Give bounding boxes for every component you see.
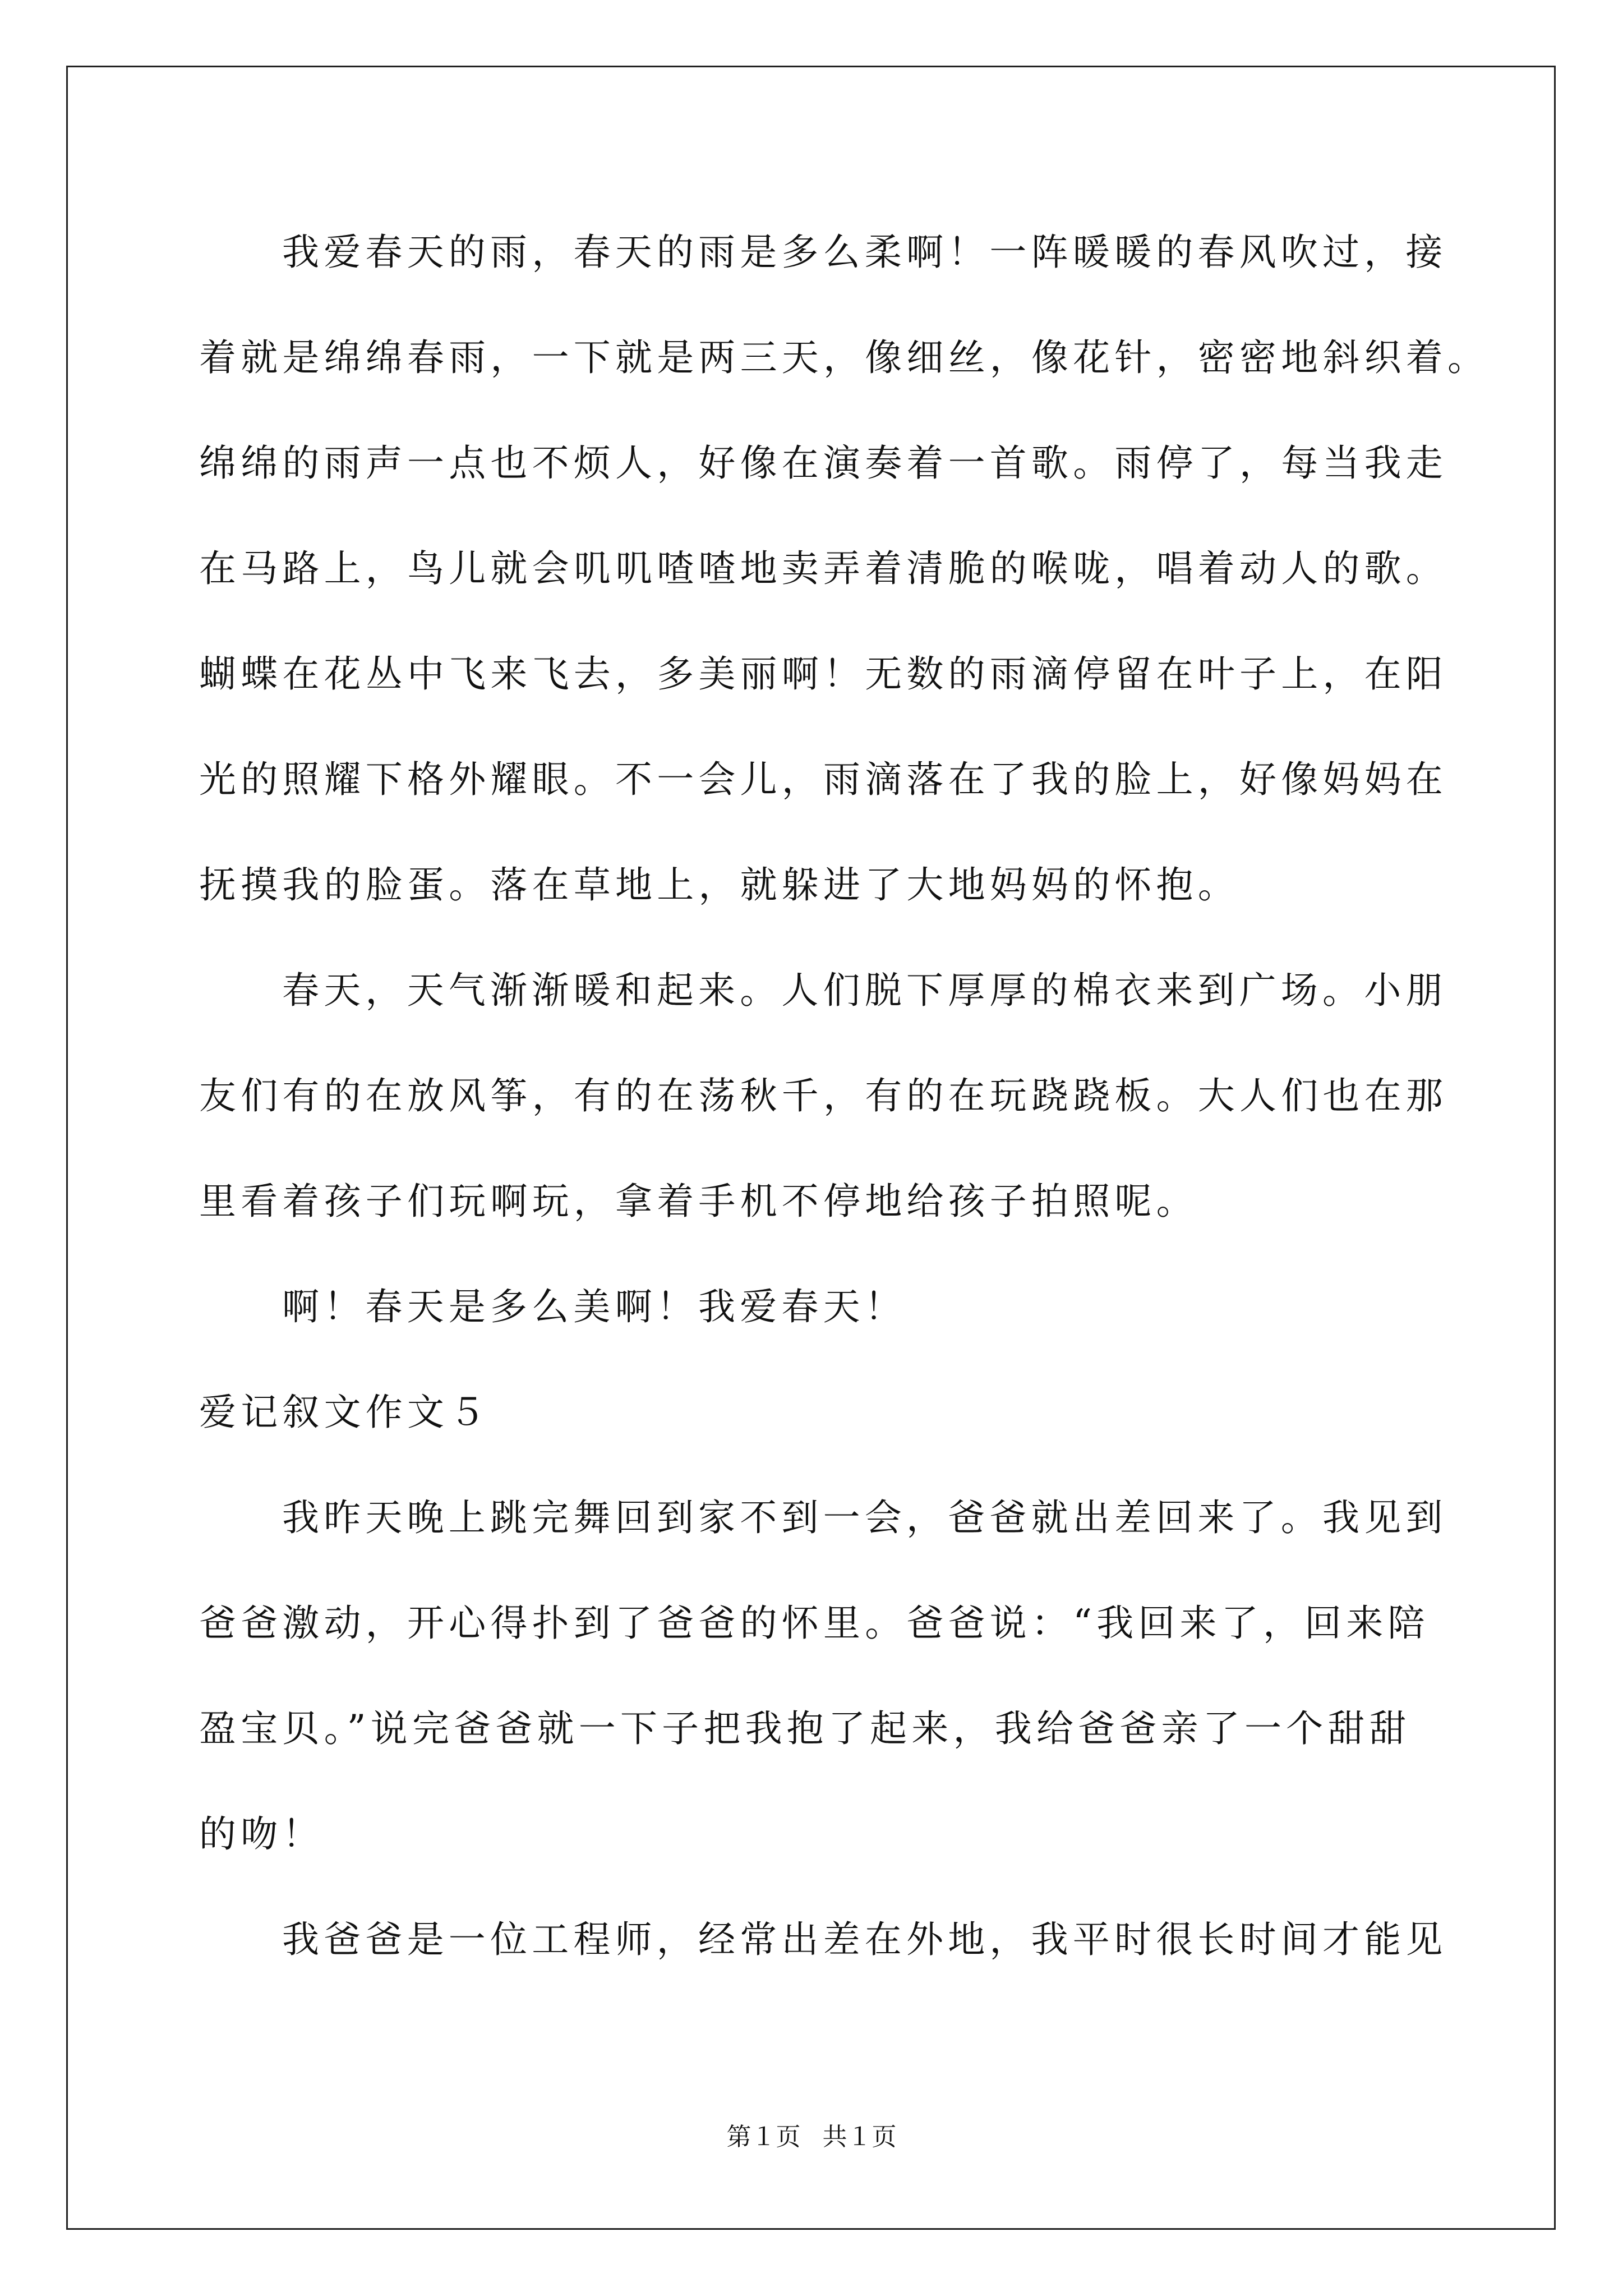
text-line: 春天，天气渐渐暖和起来。人们脱下厚厚的棉衣来到广场。小朋 (282, 969, 1447, 1012)
text-line: 的吻！ (199, 1812, 324, 1856)
section-heading: 爱记叙文作文５ (199, 1391, 491, 1434)
text-line: 我爸爸是一位工程师，经常出差在外地，我平时很长时间才能见 (282, 1918, 1447, 1961)
text-line: 盈宝贝。”说完爸爸就一下子把我抱了起来，我给爸爸亲了一个甜甜 (199, 1707, 1411, 1750)
text-line: 在马路上，鸟儿就会叽叽喳喳地卖弄着清脆的喉咙，唱着动人的歌。 (199, 547, 1447, 590)
text-line: 我爱春天的雨，春天的雨是多么柔啊！一阵暖暖的春风吹过，接 (282, 231, 1447, 274)
text-line: 里看着孩子们玩啊玩，拿着手机不停地给孩子拍照呢。 (199, 1180, 1198, 1223)
text-line: 绵绵的雨声一点也不烦人，好像在演奏着一首歌。雨停了，每当我走 (199, 441, 1447, 485)
page-border (66, 66, 1556, 2230)
text-line: 我昨天晚上跳完舞回到家不到一会，爸爸就出差回来了。我见到 (282, 1496, 1447, 1539)
text-line: 友们有的在放风筝，有的在荡秋千，有的在玩跷跷板。大人们也在那 (199, 1074, 1447, 1117)
text-line: 光的照耀下格外耀眼。不一会儿，雨滴落在了我的脸上，好像妈妈在 (199, 758, 1447, 801)
text-line: 啊！春天是多么美啊！我爱春天！ (282, 1285, 906, 1328)
text-line: 爸爸激动，开心得扑到了爸爸的怀里。爸爸说：“我回来了，回来陪 (199, 1602, 1430, 1645)
page-number: 第１页 (726, 2123, 801, 2151)
text-line: 着就是绵绵春雨，一下就是两三天，像细丝，像花针，密密地斜织着。 (199, 336, 1490, 379)
text-line: 抚摸我的脸蛋。落在草地上，就躲进了大地妈妈的怀抱。 (199, 863, 1239, 907)
text-line: 蝴蝶在花丛中飞来飞去，多美丽啊！无数的雨滴停留在叶子上，在阳 (199, 652, 1447, 696)
page-footer (0, 2120, 1623, 2154)
page-total: 共１页 (822, 2123, 897, 2151)
